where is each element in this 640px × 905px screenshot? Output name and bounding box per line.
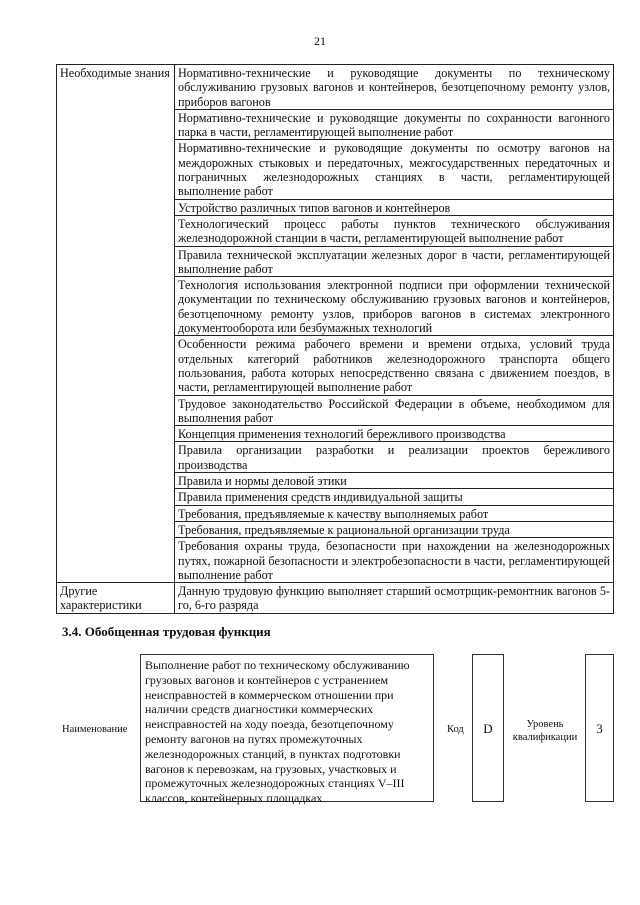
knowledge-item: Правила технической эксплуатации железных дорог в части, регламентирующей выполнение работ: [175, 246, 614, 277]
knowledge-item: Нормативно-технические и руководящие документы по техническому обслуживанию грузовых вагонов и контейнеров, безотцепочному ремонту узлов, приборов вагонов: [175, 65, 614, 110]
other-characteristics-text: Данную трудовую функцию выполняет старший осмотрщик-ремонтник вагонов 5-го, 6-го разряда: [175, 583, 614, 614]
table-row: [57, 583, 614, 614]
knowledge-table: [56, 64, 614, 614]
knowledge-item: Нормативно-технические и руководящие документы по сохранности вагонного парка в части, регламентирующей выполнение работ: [175, 109, 614, 140]
knowledge-item: Правила организации разработки и реализации проектов бережливого производства: [175, 442, 614, 473]
knowledge-item: Трудовое законодательство Российской Федерации в объеме, необходимом для выполнения работ: [175, 395, 614, 426]
name-label: Наименование: [62, 724, 128, 735]
knowledge-item: Устройство различных типов вагонов и контейнеров: [175, 199, 614, 215]
knowledge-item: Требования охраны труда, безопасности при нахождении на железнодорожных путях, пожарной безопасности и электробезопасности в части, регламентирующей выполнение работ: [175, 538, 614, 583]
qualification-level-value: 3: [585, 654, 614, 802]
table-row: [57, 65, 614, 110]
code-value: D: [472, 654, 504, 802]
page-number: 21: [314, 34, 326, 48]
qualification-level-label: Уровень квалификации: [512, 719, 578, 743]
knowledge-item: Требования, предъявляемые к рациональной организации труда: [175, 521, 614, 537]
knowledge-item: Правила применения средств индивидуальной защиты: [175, 489, 614, 505]
section-title: 3.4. Обобщенная трудовая функция: [62, 624, 271, 639]
knowledge-item: Технологический процесс работы пунктов технического обслуживания железнодорожной станции в части, регламентирующей выполнение работ: [175, 215, 614, 246]
knowledge-item: Концепция применения технологий бережливого производства: [175, 426, 614, 442]
knowledge-label: Необходимые знания: [57, 65, 175, 583]
knowledge-item: Нормативно-технические и руководящие документы по осмотру вагонов на междорожных стыковых и передаточных, межгосударственных передаточных и пограничных железнодорожных станциях в части, регламентирующей выполнение работ: [175, 140, 614, 199]
other-characteristics-label: Другие характеристики: [57, 583, 175, 614]
code-label: Код: [447, 724, 464, 735]
knowledge-item: Особенности режима рабочего времени и времени отдыха, условий труда отдельных категорий работников железнодорожного транспорта общего пользования, работа которых непосредственно связана с движением поездов, в части, регламентирующей выполнение работ: [175, 336, 614, 395]
function-name-box: Выполнение работ по техническому обслуживанию грузовых вагонов и контейнеров с устранением неисправностей в коммерческом отношении при наличии средств диагностики коммерческих неисправностей на ходу поезда, безотцепочному ремонту вагонов на путях промежуточных железнодорожных станций, в пунктах подготовки вагонов к перевозкам, на грузовых, участковых и промежуточных железнодорожных станциях V–III классов, контейнерных площадках: [140, 654, 434, 802]
knowledge-item: Технология использования электронной подписи при оформлении технической документации по техническому обслуживанию грузовых вагонов и контейнеров, безотцепочному ремонту узлов, приборов вагонов в системах электронного документооборота или безбумажных технологий: [175, 277, 614, 336]
knowledge-item: Правила и нормы деловой этики: [175, 473, 614, 489]
knowledge-item: Требования, предъявляемые к качеству выполняемых работ: [175, 505, 614, 521]
